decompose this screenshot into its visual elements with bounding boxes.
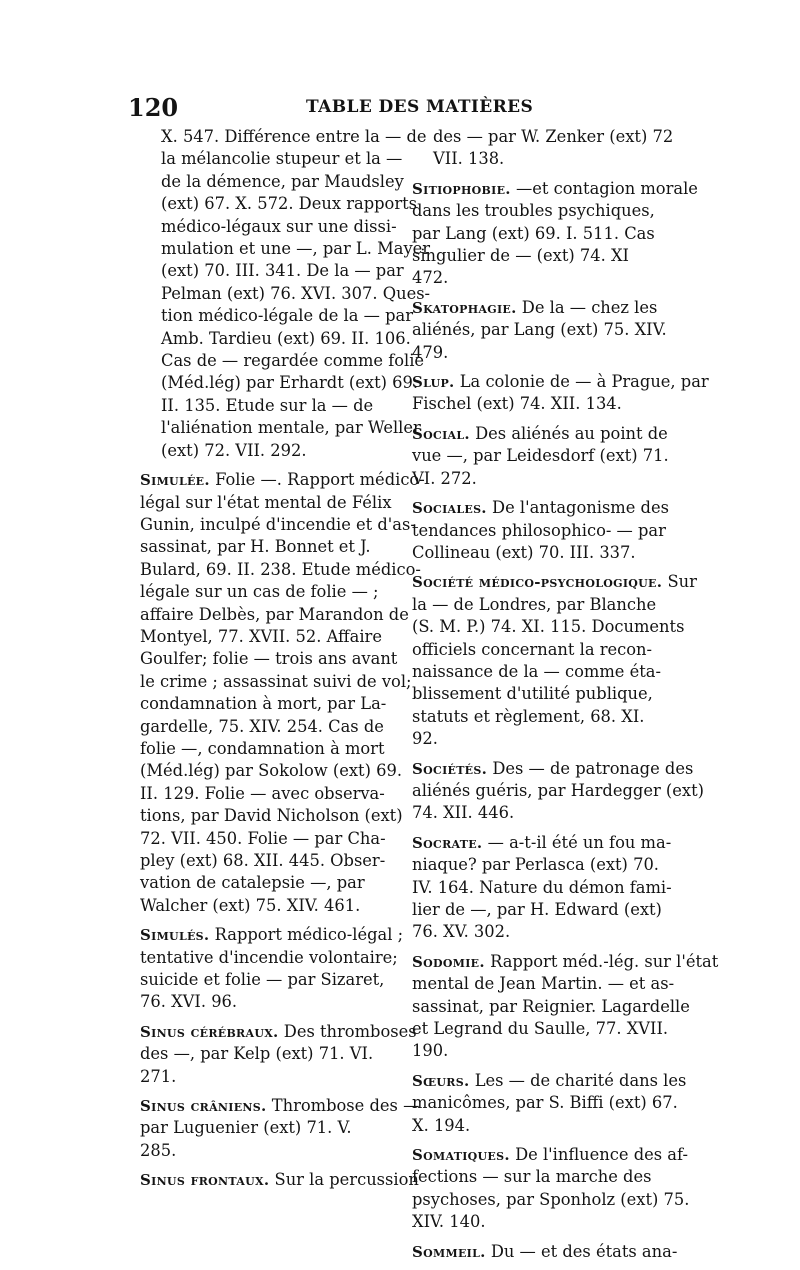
- entry-line: [140, 581, 394, 603]
- entry-text: affaire Delbès, par Marandon de: [140, 604, 409, 624]
- entry-text: mental de Jean Martin. — et as-: [412, 974, 675, 994]
- entry-line: [412, 973, 676, 995]
- entry-text: vue —, par Leidesdorf (ext) 71.: [412, 446, 669, 466]
- entry-line: [140, 559, 421, 581]
- entry-line: [412, 393, 676, 415]
- entry-line: [433, 126, 676, 148]
- entry-line: [412, 899, 676, 921]
- entry-text: sassinat, par H. Bonnet et J.: [140, 537, 371, 557]
- entry-line: [412, 520, 676, 542]
- entry-line: [140, 469, 425, 491]
- entry-headword: Sinus cérébraux.: [140, 1022, 279, 1041]
- entry-line: [412, 468, 676, 490]
- entry-text: blissement d'utilité publique,: [412, 684, 653, 704]
- index-entry: [412, 1070, 687, 1137]
- entry-line: [412, 245, 676, 267]
- entry-line: [161, 216, 397, 238]
- entry-line: [412, 423, 676, 445]
- entry-text: Goulfer; folie — trois ans avant: [140, 649, 398, 669]
- entry-text: De l'influence des af-: [515, 1145, 688, 1165]
- entry-line: [140, 693, 394, 715]
- entry-line: [161, 328, 411, 350]
- entry-text: sassinat, par Reignier. Lagardelle: [412, 996, 690, 1016]
- entry-text: Des thromboses: [283, 1021, 417, 1041]
- entry-headword: Sodomie.: [412, 952, 485, 971]
- entry-line: [412, 371, 709, 393]
- entry-text: des — par W. Zenker (ext) 72: [433, 127, 674, 146]
- entry-headword: Sœurs.: [412, 1071, 470, 1090]
- entry-text: suicide et folie — par Sizaret,: [140, 970, 385, 990]
- entry-text: X. 194.: [412, 1115, 471, 1135]
- entry-line: [412, 951, 719, 973]
- entry-text: psychoses, par Sponholz (ext) 75.: [412, 1189, 690, 1209]
- entry-text: fections — sur la marche des: [412, 1167, 652, 1187]
- entry-line: [140, 514, 416, 536]
- entry-line: [140, 648, 398, 670]
- entry-line: [412, 1070, 687, 1092]
- entry-text: manicômes, par S. Biffi (ext) 67.: [412, 1093, 678, 1113]
- entry-line: [161, 440, 394, 462]
- entry-line: [140, 671, 412, 693]
- entry-line: [412, 571, 697, 593]
- entry-text: Montyel, 77. XVII. 52. Affaire: [140, 626, 382, 646]
- entry-text: légale sur un cas de folie — ;: [140, 582, 379, 602]
- entry-headword: Simulés.: [140, 926, 210, 945]
- entry-line: [140, 805, 403, 827]
- index-entry: [412, 832, 676, 944]
- entry-line: [140, 604, 409, 626]
- entry-headword: Slup.: [412, 373, 455, 392]
- entry-line: [161, 350, 425, 372]
- entry-line: [140, 738, 394, 760]
- index-entry-continuation: [412, 126, 676, 171]
- entry-text: médico-légaux sur une dissi-: [161, 216, 397, 236]
- entry-line: [412, 1018, 676, 1040]
- entry-line: [412, 342, 676, 364]
- index-entry: [412, 423, 676, 490]
- entry-line: [140, 1066, 394, 1088]
- entry-line: [140, 1043, 394, 1065]
- entry-line: [161, 148, 403, 170]
- entry-text: tendances philosophico- — par: [412, 520, 666, 540]
- entry-text: Bulard, 69. II. 238. Etude médico-: [140, 559, 421, 579]
- entry-text: Rapport médico-légal ;: [214, 925, 404, 945]
- entry-line: [412, 542, 676, 564]
- entry-line: [140, 895, 394, 917]
- entry-text: (Méd.lég) par Erhardt (ext) 69.: [161, 373, 419, 393]
- entry-text: 479.: [412, 342, 449, 362]
- entry-text: Sur la percussion: [274, 1170, 419, 1190]
- entry-text: aliénés, par Lang (ext) 75. XIV.: [412, 320, 667, 340]
- entry-line: [140, 872, 394, 894]
- index-entry: [412, 497, 676, 564]
- entry-line: [412, 200, 676, 222]
- index-entry: [140, 1021, 417, 1088]
- entry-text: 76. XVI. 96.: [140, 992, 238, 1012]
- entry-headword: Sociétés.: [412, 759, 488, 778]
- entry-text: Sur: [667, 572, 697, 592]
- entry-line: [161, 238, 431, 260]
- entry-text: X. 547. Différence entre la — de: [161, 127, 427, 146]
- entry-line: [140, 783, 394, 805]
- entry-text: l'aliénation mentale, par Weller: [161, 418, 421, 438]
- entry-line: [140, 1021, 417, 1043]
- entry-line: [140, 969, 394, 991]
- entry-text: 285.: [140, 1140, 177, 1160]
- entry-line: [140, 716, 394, 738]
- page-number: 120: [128, 93, 179, 122]
- entry-text: Thrombose des —: [271, 1096, 420, 1116]
- entry-text: Les — de charité dans les: [474, 1070, 687, 1090]
- entry-line: [412, 267, 676, 289]
- entry-text: (ext) 70. III. 341. De la — par: [161, 261, 404, 281]
- entry-text: tentative d'incendie volontaire;: [140, 947, 398, 967]
- entry-line: [412, 706, 676, 728]
- entry-line: [140, 626, 394, 648]
- entry-line: [140, 991, 394, 1013]
- entry-line: [161, 260, 404, 282]
- entry-headword: Sinus crâniens.: [140, 1097, 267, 1116]
- entry-text: Fischel (ext) 74. XII. 134.: [412, 394, 622, 414]
- entry-text: (ext) 67. X. 572. Deux rapports: [161, 194, 418, 214]
- entry-line: [412, 728, 676, 750]
- entry-line: [412, 639, 676, 661]
- entry-headword: Simulée.: [140, 471, 210, 490]
- entry-line: [140, 1117, 394, 1139]
- entry-line: [412, 996, 690, 1018]
- entry-text: pley (ext) 68. XII. 445. Obser-: [140, 851, 386, 870]
- entry-line: [161, 171, 404, 193]
- entry-line: [140, 760, 403, 782]
- index-entry: [412, 1241, 676, 1263]
- entry-line: [433, 148, 676, 170]
- entry-text: De la — chez les: [521, 297, 658, 317]
- index-entry: [140, 1095, 420, 1162]
- entry-text: (S. M. P.) 74. XI. 115. Documents: [412, 617, 685, 637]
- entry-text: —et contagion morale: [515, 178, 698, 198]
- entry-line: [412, 1092, 678, 1114]
- entry-line: [412, 1241, 678, 1263]
- index-entry: [412, 1144, 690, 1234]
- entry-text: 92.: [412, 729, 438, 749]
- entry-headword: Somatiques.: [412, 1146, 510, 1165]
- entry-text: la mélancolie stupeur et la —: [161, 149, 403, 169]
- entry-line: [412, 297, 676, 319]
- entry-headword: Sociales.: [412, 499, 487, 518]
- entry-line: [161, 372, 419, 394]
- index-entry: [412, 371, 709, 416]
- entry-line: [161, 283, 431, 305]
- index-entry: [140, 1169, 419, 1191]
- entry-text: 271.: [140, 1066, 177, 1086]
- entry-headword: Sitiophobie.: [412, 179, 511, 198]
- entry-text: par Lang (ext) 69. I. 511. Cas: [412, 223, 655, 243]
- entry-line: [412, 1040, 676, 1062]
- entry-headword: Société médico-psychologique.: [412, 573, 663, 592]
- entry-line: [140, 828, 394, 850]
- entry-text: légal sur l'état mental de Félix: [140, 492, 392, 512]
- index-entry: [412, 178, 698, 290]
- entry-line: [412, 661, 676, 683]
- entry-line: [412, 1144, 688, 1166]
- entry-line: [412, 854, 676, 876]
- entry-line: [412, 1115, 676, 1137]
- entry-text: Pelman (ext) 76. XVI. 307. Ques-: [161, 283, 431, 303]
- entry-line: [412, 683, 676, 705]
- entry-line: [140, 536, 394, 558]
- entry-line: [412, 802, 676, 824]
- entry-text: (ext) 72. VII. 292.: [161, 440, 307, 460]
- entry-headword: Social.: [412, 424, 470, 443]
- entry-text: folie —, condamnation à mort: [140, 738, 385, 758]
- entry-line: [412, 1211, 676, 1233]
- entry-headword: Sommeil.: [412, 1242, 486, 1261]
- entry-headword: Skatophagie.: [412, 298, 517, 317]
- entry-line: [412, 319, 676, 341]
- index-entry: [412, 758, 704, 825]
- entry-text: 472.: [412, 268, 449, 288]
- entry-text: Du — et des états ana-: [490, 1241, 678, 1261]
- entry-line: [140, 1169, 419, 1191]
- entry-text: (Méd.lég) par Sokolow (ext) 69.: [140, 761, 403, 781]
- entry-text: — a-t-il été un fou ma-: [487, 832, 672, 852]
- index-entry: [412, 571, 697, 750]
- entry-text: De l'antagonisme des: [492, 498, 669, 518]
- entry-text: et Legrand du Saulle, 77. XVII.: [412, 1019, 669, 1039]
- entry-line: [140, 1140, 394, 1162]
- entry-line: [140, 947, 398, 969]
- entry-line: [140, 492, 394, 514]
- entry-text: Walcher (ext) 75. XIV. 461.: [140, 895, 361, 915]
- entry-line: [412, 616, 685, 638]
- entry-line: [140, 924, 404, 946]
- entry-line: [412, 832, 676, 854]
- entry-line: [161, 305, 414, 327]
- entry-line: [412, 497, 676, 519]
- entry-text: statuts et règlement, 68. XI.: [412, 706, 645, 726]
- running-head: TABLE DES MATIÈRES: [306, 97, 534, 117]
- entry-text: La colonie de — à Prague, par: [459, 372, 709, 392]
- entry-text: 74. XII. 446.: [412, 803, 515, 823]
- entry-line: [140, 850, 394, 872]
- entry-text: le crime ; assassinat suivi de vol;: [140, 671, 412, 691]
- entry-text: condamnation à mort, par La-: [140, 694, 387, 714]
- index-entry: [140, 924, 404, 1014]
- entry-text: 76. XV. 302.: [412, 922, 511, 942]
- entry-line: [161, 126, 427, 148]
- entry-text: gardelle, 75. XIV. 254. Cas de: [140, 716, 384, 736]
- entry-text: aliénés guéris, par Hardegger (ext): [412, 780, 704, 800]
- entry-line: [161, 395, 394, 417]
- entry-line: [412, 877, 676, 899]
- index-entry: [412, 951, 719, 1063]
- entry-line: [412, 594, 676, 616]
- entry-line: [161, 417, 421, 439]
- entry-text: II. 135. Etude sur la — de: [161, 395, 374, 415]
- entry-text: tions, par David Nicholson (ext): [140, 806, 403, 826]
- entry-text: II. 129. Folie — avec observa-: [140, 783, 385, 803]
- entry-text: de la démence, par Maudsley: [161, 171, 404, 191]
- entry-line: [412, 780, 704, 802]
- entry-text: niaque? par Perlasca (ext) 70.: [412, 855, 659, 875]
- entry-text: lier de —, par H. Edward (ext): [412, 900, 662, 919]
- entry-text: VI. 272.: [412, 468, 477, 488]
- entry-headword: Sinus frontaux.: [140, 1171, 270, 1190]
- entry-line: [412, 1189, 690, 1211]
- entry-line: [140, 1095, 420, 1117]
- index-entry: [412, 297, 676, 364]
- entry-line: [412, 178, 698, 200]
- entry-text: tion médico-légale de la — par: [161, 306, 414, 326]
- entry-text: mulation et une —, par L. Mayer: [161, 239, 431, 259]
- entry-text: dans les troubles psychiques,: [412, 201, 655, 221]
- entry-text: Gunin, inculpé d'incendie et d'as-: [140, 514, 416, 534]
- entry-text: Des aliénés au point de: [475, 423, 668, 443]
- entry-text: Des — de patronage des: [492, 758, 694, 778]
- entry-text: Cas de — regardée comme folie: [161, 351, 425, 371]
- entry-text: singulier de — (ext) 74. XI: [412, 246, 629, 266]
- entry-text: par Luguenier (ext) 71. V.: [140, 1118, 352, 1138]
- entry-text: IV. 164. Nature du démon fami-: [412, 877, 672, 897]
- entry-text: XIV. 140.: [412, 1212, 486, 1232]
- entry-text: VII. 138.: [433, 149, 505, 169]
- entry-text: vation de catalepsie —, par: [140, 873, 365, 893]
- entry-text: 72. VII. 450. Folie — par Cha-: [140, 828, 386, 848]
- entry-text: naissance de la — comme éta-: [412, 661, 662, 681]
- entry-text: Rapport méd.-lég. sur l'état: [490, 951, 719, 971]
- entry-text: la — de Londres, par Blanche: [412, 594, 657, 614]
- entry-text: des —, par Kelp (ext) 71. VI.: [140, 1044, 374, 1064]
- page-header: [128, 93, 688, 123]
- right-column: [412, 126, 719, 1270]
- entry-line: [412, 1166, 676, 1188]
- entry-line: [161, 193, 418, 215]
- entry-text: 190.: [412, 1041, 449, 1061]
- entry-text: officiels concernant la recon-: [412, 639, 653, 659]
- entry-line: [412, 223, 676, 245]
- entry-line: [412, 758, 694, 780]
- entry-line: [412, 445, 676, 467]
- entry-text: Folie —. Rapport médico-: [215, 470, 425, 490]
- entry-text: Amb. Tardieu (ext) 69. II. 106.: [161, 328, 411, 348]
- entry-line: [412, 921, 676, 943]
- entry-text: Collineau (ext) 70. III. 337.: [412, 542, 636, 562]
- entry-headword: Socrate.: [412, 833, 483, 852]
